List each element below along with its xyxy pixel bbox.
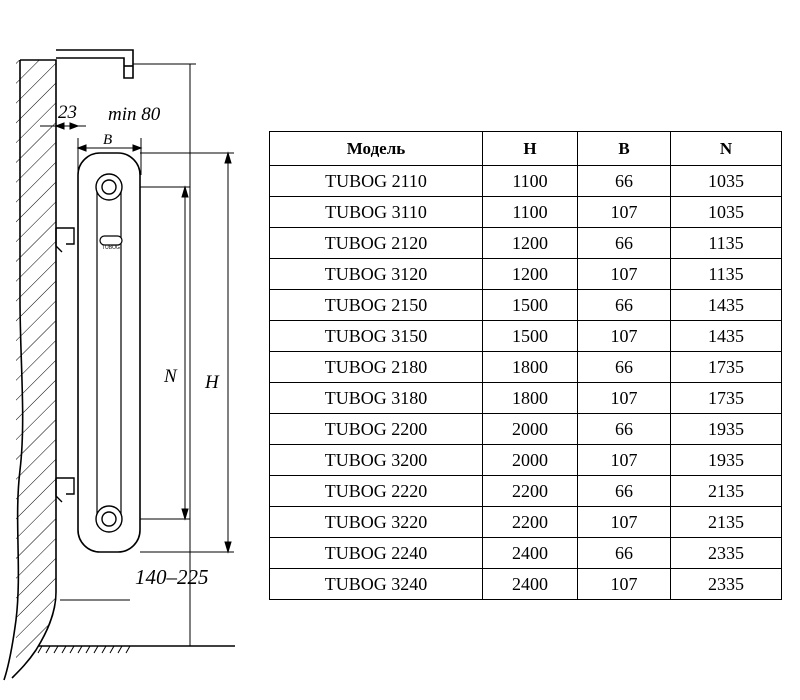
cell-n: 2335	[671, 569, 782, 600]
column-header-n: N	[671, 132, 782, 166]
cell-model: TUBOG 2150	[270, 290, 483, 321]
table-row	[270, 445, 782, 476]
cell-b: 107	[578, 507, 671, 538]
radiator-installation-drawing	[0, 0, 270, 700]
cell-n: 2135	[671, 507, 782, 538]
label-h: H	[205, 372, 219, 393]
cell-model: TUBOG 3180	[270, 383, 483, 414]
cell-n: 1935	[671, 414, 782, 445]
table-row	[270, 321, 782, 352]
dimension-H	[140, 153, 234, 552]
radiator-bottom-plug	[96, 506, 122, 532]
mounting-bracket	[56, 50, 133, 78]
cell-h: 2400	[483, 538, 578, 569]
brand-plate	[100, 236, 122, 245]
cell-h: 1500	[483, 321, 578, 352]
cell-h: 2400	[483, 569, 578, 600]
table-row	[270, 166, 782, 197]
label-min-80: min 80	[108, 104, 161, 125]
cell-model: TUBOG 3150	[270, 321, 483, 352]
dimension-overall-height	[133, 64, 196, 646]
cell-h: 1800	[483, 383, 578, 414]
cell-h: 1500	[483, 290, 578, 321]
cell-h: 2000	[483, 445, 578, 476]
cell-b: 107	[578, 569, 671, 600]
cell-b: 107	[578, 383, 671, 414]
cell-b: 66	[578, 228, 671, 259]
cell-h: 1100	[483, 197, 578, 228]
wall-hatch-pattern	[10, 55, 70, 685]
radiator-top-plug	[96, 174, 122, 200]
cell-b: 66	[578, 166, 671, 197]
cell-n: 2135	[671, 476, 782, 507]
cell-n: 1735	[671, 383, 782, 414]
cell-n: 1935	[671, 445, 782, 476]
cell-model: TUBOG 2120	[270, 228, 483, 259]
cell-model: TUBOG 2200	[270, 414, 483, 445]
cell-model: TUBOG 3110	[270, 197, 483, 228]
column-header-b: B	[578, 132, 671, 166]
cell-model: TUBOG 2110	[270, 166, 483, 197]
cell-h: 2200	[483, 476, 578, 507]
cell-b: 107	[578, 197, 671, 228]
cell-b: 107	[578, 259, 671, 290]
cell-n: 1035	[671, 197, 782, 228]
cell-model: TUBOG 3240	[270, 569, 483, 600]
cell-model: TUBOG 2180	[270, 352, 483, 383]
cell-n: 1135	[671, 259, 782, 290]
cell-b: 107	[578, 445, 671, 476]
table-row	[270, 352, 782, 383]
table-row	[270, 538, 782, 569]
wall-hook-lower	[56, 478, 74, 502]
table-header-row	[270, 132, 782, 166]
wall-hook-upper	[56, 228, 74, 252]
cell-b: 66	[578, 414, 671, 445]
cell-n: 1435	[671, 290, 782, 321]
table-row	[270, 290, 782, 321]
cell-h: 1100	[483, 166, 578, 197]
table-row	[270, 569, 782, 600]
cell-n: 1135	[671, 228, 782, 259]
cell-h: 2000	[483, 414, 578, 445]
table-row	[270, 507, 782, 538]
column-header-model: Модель	[270, 132, 483, 166]
table-row	[270, 259, 782, 290]
cell-n: 1035	[671, 166, 782, 197]
cell-h: 1800	[483, 352, 578, 383]
cell-model: TUBOG 3200	[270, 445, 483, 476]
cell-model: TUBOG 3220	[270, 507, 483, 538]
cell-model: TUBOG 2240	[270, 538, 483, 569]
table-row	[270, 197, 782, 228]
column-header-h: H	[483, 132, 578, 166]
cell-n: 2335	[671, 538, 782, 569]
label-b: B	[103, 132, 113, 148]
label-offset-23: 23	[58, 102, 77, 123]
cell-n: 1435	[671, 321, 782, 352]
table-row	[270, 228, 782, 259]
cell-h: 1200	[483, 228, 578, 259]
cell-model: TUBOG 2220	[270, 476, 483, 507]
cell-b: 66	[578, 352, 671, 383]
table-row	[270, 414, 782, 445]
label-n: N	[164, 366, 177, 387]
cell-b: 66	[578, 476, 671, 507]
label-depth-range: 140–225	[135, 565, 209, 589]
table-row	[270, 383, 782, 414]
cell-h: 2200	[483, 507, 578, 538]
cell-n: 1735	[671, 352, 782, 383]
cell-model: TUBOG 3120	[270, 259, 483, 290]
tubular-radiator	[78, 153, 140, 552]
cell-b: 66	[578, 538, 671, 569]
cell-h: 1200	[483, 259, 578, 290]
cell-b: 107	[578, 321, 671, 352]
cell-b: 66	[578, 290, 671, 321]
dimension-N	[140, 187, 190, 519]
table-row	[270, 476, 782, 507]
svg-text:TUBOG: TUBOG	[102, 245, 120, 251]
model-specification-table	[269, 131, 782, 600]
